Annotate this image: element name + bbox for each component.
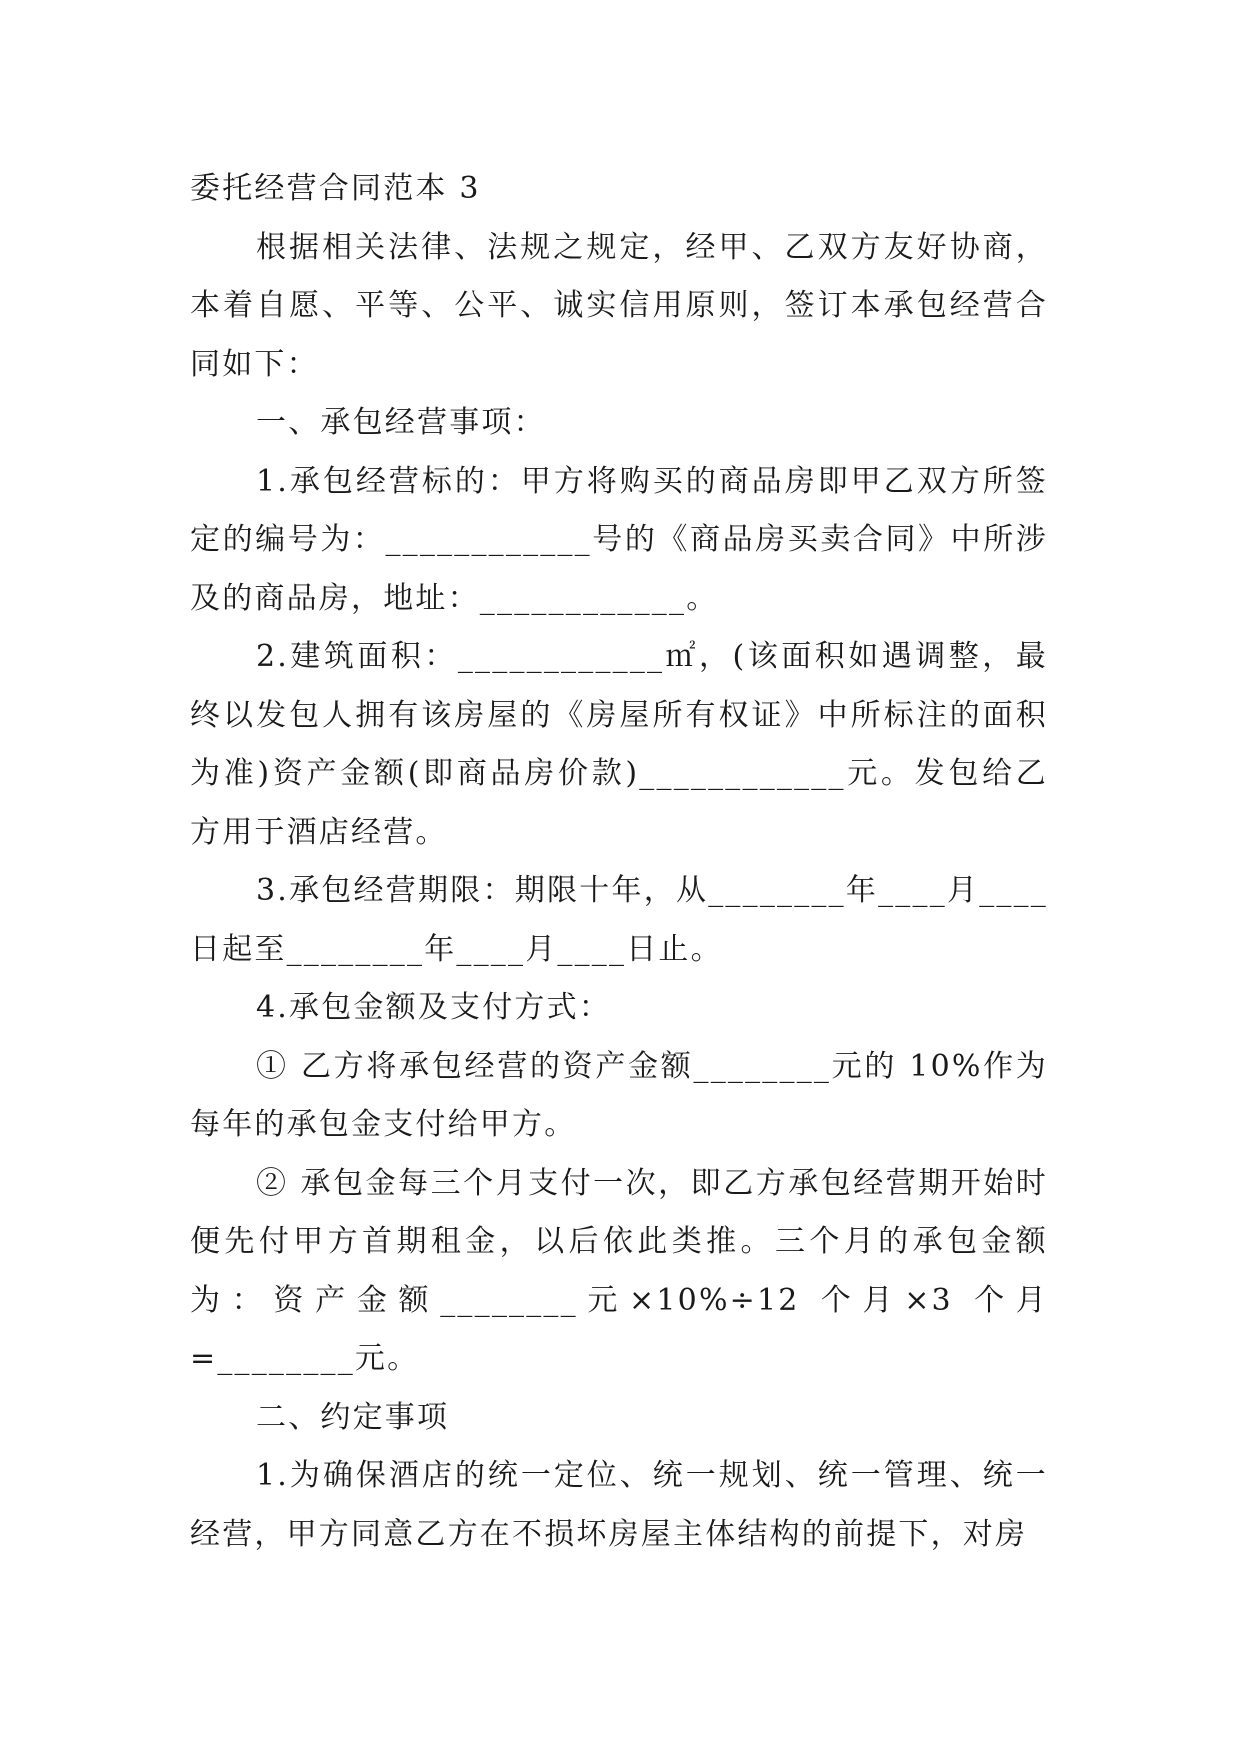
document-title: 委托经营合同范本 3 — [190, 171, 481, 206]
clause-building-area: 2.建筑面积：____________㎡，(该面积如遇调整，最终以发包人拥有该房屋的《房屋所有权证》中所标注的面积为准)资产金额(即商品房价款)____________元。发包给乙方用于酒店经营。 — [190, 639, 1048, 850]
section-heading-contracting-matters: 一、承包经营事项： — [256, 405, 546, 440]
payment-item-1: ① 乙方将承包经营的资产金额________元的 10%作为每年的承包金支付给甲方。 — [190, 1048, 1048, 1142]
clause-contract-term: 3.承包经营期限：期限十年，从________年____月____日起至________年____月____日止。 — [190, 873, 1048, 967]
clause-subject-matter: 1.承包经营标的：甲方将购买的商品房即甲乙双方所签定的编号为：____________号的《商品房买卖合同》中所涉及的商品房，地址：____________。 — [190, 463, 1048, 616]
payment-item-2: ② 承包金每三个月支付一次，即乙方承包经营期开始时便先付甲方首期租金，以后依此类推。三个月的承包金额为：资产金额________元×10%÷12 个月×3 个月=________元。 — [190, 1165, 1048, 1376]
clause-payment-heading: 4.承包金额及支付方式： — [256, 990, 612, 1025]
clause-unified-management: 1.为确保酒店的统一定位、统一规划、统一管理、统一经营，甲方同意乙方在不损坏房屋主体结构的前提下，对房 — [190, 1458, 1048, 1552]
intro-paragraph: 根据相关法律、法规之规定，经甲、乙双方友好协商，本着自愿、平等、公平、诚实信用原则，签订本承包经营合同如下： — [190, 229, 1048, 382]
document-body — [190, 160, 1048, 1564]
section-heading-agreed-matters: 二、约定事项 — [256, 1399, 450, 1435]
